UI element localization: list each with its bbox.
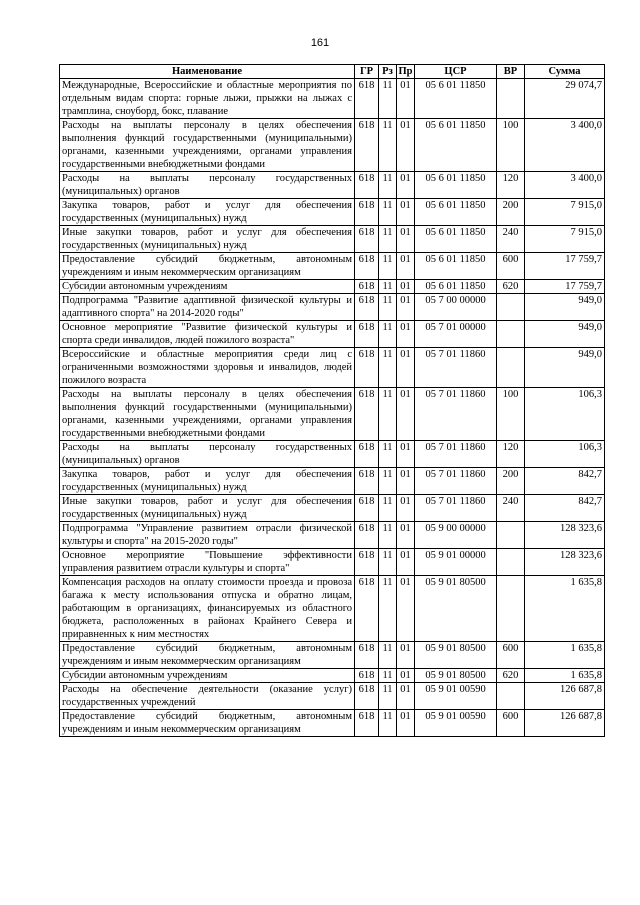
cell-name: Предоставление субсидий бюджетным, автономным учреждениям и иным некоммерческим организациям [60, 642, 355, 669]
cell-csr: 05 7 01 11860 [415, 495, 497, 522]
cell-pr: 01 [397, 549, 415, 576]
table-row [60, 495, 605, 522]
cell-sum: 1 635,8 [525, 576, 605, 642]
cell-sum: 949,0 [525, 321, 605, 348]
cell-sum: 128 323,6 [525, 522, 605, 549]
cell-csr: 05 6 01 11850 [415, 253, 497, 280]
cell-pr: 01 [397, 522, 415, 549]
cell-pr: 01 [397, 253, 415, 280]
cell-name: Закупка товаров, работ и услуг для обеспечения государственных (муниципальных) нужд [60, 199, 355, 226]
cell-name: Предоставление субсидий бюджетным, автономным учреждениям и иным некоммерческим организациям [60, 253, 355, 280]
cell-gr: 618 [355, 172, 379, 199]
cell-vr: 120 [497, 172, 525, 199]
cell-name: Основное мероприятие "Развитие физической культуры и спорта среди инвалидов, людей пожилого возраста" [60, 321, 355, 348]
cell-vr [497, 576, 525, 642]
cell-rz: 11 [379, 549, 397, 576]
table-row [60, 348, 605, 388]
cell-name: Компенсация расходов на оплату стоимости проезда и провоза багажа к месту использования отпуска и обратно лицам, работающим в организациях, финансируемых из областного бюджета, расположенных в районах Крайнего Севера и приравненных к ним местностях [60, 576, 355, 642]
table-row [60, 468, 605, 495]
cell-sum: 3 400,0 [525, 119, 605, 172]
cell-pr: 01 [397, 79, 415, 119]
header-gr: ГР [355, 65, 379, 79]
cell-sum: 3 400,0 [525, 172, 605, 199]
cell-pr: 01 [397, 495, 415, 522]
cell-sum: 949,0 [525, 294, 605, 321]
cell-name: Подпрограмма "Управление развитием отрасли физической культуры и спорта" на 2015-2020 годы" [60, 522, 355, 549]
cell-gr: 618 [355, 576, 379, 642]
cell-vr [497, 348, 525, 388]
table-row [60, 642, 605, 669]
cell-name: Расходы на обеспечение деятельности (оказание услуг) государственных учреждений [60, 683, 355, 710]
table-row [60, 226, 605, 253]
cell-csr: 05 7 01 11860 [415, 441, 497, 468]
cell-vr: 600 [497, 253, 525, 280]
cell-vr [497, 549, 525, 576]
cell-pr: 01 [397, 348, 415, 388]
cell-pr: 01 [397, 226, 415, 253]
cell-pr: 01 [397, 119, 415, 172]
cell-csr: 05 9 00 00000 [415, 522, 497, 549]
cell-sum: 1 635,8 [525, 669, 605, 683]
cell-rz: 11 [379, 348, 397, 388]
table-header-row [60, 65, 605, 79]
cell-pr: 01 [397, 388, 415, 441]
table-row [60, 669, 605, 683]
cell-sum: 106,3 [525, 441, 605, 468]
cell-name: Международные, Всероссийские и областные мероприятия по отдельным видам спорта: горные лыжи, прыжки на лыжах с трамплина, сноуборд, бокс, плавание [60, 79, 355, 119]
cell-csr: 05 9 01 00590 [415, 710, 497, 737]
cell-vr: 100 [497, 388, 525, 441]
cell-vr: 620 [497, 669, 525, 683]
table-row [60, 253, 605, 280]
cell-gr: 618 [355, 522, 379, 549]
cell-csr: 05 6 01 11850 [415, 280, 497, 294]
table-row [60, 280, 605, 294]
table-row [60, 549, 605, 576]
cell-name: Иные закупки товаров, работ и услуг для обеспечения государственных (муниципальных) нужд [60, 226, 355, 253]
cell-sum: 17 759,7 [525, 253, 605, 280]
cell-name: Расходы на выплаты персоналу в целях обеспечения выполнения функций государственными (муниципальными) органами, казенными учреждениями, органами управления государственными внебюджетными фондами [60, 388, 355, 441]
cell-rz: 11 [379, 321, 397, 348]
cell-csr: 05 9 01 00590 [415, 683, 497, 710]
cell-pr: 01 [397, 468, 415, 495]
table-row [60, 172, 605, 199]
table-row [60, 119, 605, 172]
cell-rz: 11 [379, 441, 397, 468]
cell-pr: 01 [397, 294, 415, 321]
cell-sum: 29 074,7 [525, 79, 605, 119]
cell-pr: 01 [397, 642, 415, 669]
cell-vr: 600 [497, 710, 525, 737]
cell-vr [497, 683, 525, 710]
cell-name: Расходы на выплаты персоналу государственных (муниципальных) органов [60, 172, 355, 199]
cell-rz: 11 [379, 119, 397, 172]
cell-name: Всероссийские и областные мероприятия среди лиц с ограниченными возможностями здоровья и инвалидов, людей пожилого возраста [60, 348, 355, 388]
cell-name: Основное мероприятие "Повышение эффективности управления развитием отрасли культуры и спорта" [60, 549, 355, 576]
table-row [60, 441, 605, 468]
table-body [60, 79, 605, 737]
cell-rz: 11 [379, 199, 397, 226]
header-rz: Рз [379, 65, 397, 79]
cell-pr: 01 [397, 199, 415, 226]
cell-pr: 01 [397, 441, 415, 468]
cell-sum: 126 687,8 [525, 710, 605, 737]
cell-rz: 11 [379, 172, 397, 199]
cell-csr: 05 9 01 80500 [415, 576, 497, 642]
cell-pr: 01 [397, 576, 415, 642]
header-sum: Сумма [525, 65, 605, 79]
table-row [60, 79, 605, 119]
cell-rz: 11 [379, 226, 397, 253]
cell-gr: 618 [355, 294, 379, 321]
cell-vr [497, 294, 525, 321]
table-row [60, 199, 605, 226]
cell-name: Субсидии автономным учреждениям [60, 669, 355, 683]
cell-sum: 128 323,6 [525, 549, 605, 576]
cell-csr: 05 6 01 11850 [415, 172, 497, 199]
cell-rz: 11 [379, 522, 397, 549]
cell-vr: 100 [497, 119, 525, 172]
cell-gr: 618 [355, 226, 379, 253]
cell-pr: 01 [397, 669, 415, 683]
cell-rz: 11 [379, 495, 397, 522]
cell-pr: 01 [397, 172, 415, 199]
cell-vr [497, 522, 525, 549]
cell-csr: 05 7 01 11860 [415, 388, 497, 441]
cell-vr [497, 79, 525, 119]
cell-rz: 11 [379, 669, 397, 683]
cell-gr: 618 [355, 642, 379, 669]
page-number: 161 [310, 37, 330, 49]
cell-gr: 618 [355, 683, 379, 710]
cell-rz: 11 [379, 576, 397, 642]
cell-gr: 618 [355, 495, 379, 522]
cell-csr: 05 7 01 11860 [415, 468, 497, 495]
cell-name: Субсидии автономным учреждениям [60, 280, 355, 294]
cell-csr: 05 9 01 80500 [415, 669, 497, 683]
cell-gr: 618 [355, 119, 379, 172]
cell-csr: 05 9 01 80500 [415, 642, 497, 669]
cell-csr: 05 7 00 00000 [415, 294, 497, 321]
table-row [60, 294, 605, 321]
cell-vr: 240 [497, 226, 525, 253]
cell-vr: 200 [497, 199, 525, 226]
cell-sum: 17 759,7 [525, 280, 605, 294]
cell-vr [497, 321, 525, 348]
cell-gr: 618 [355, 388, 379, 441]
cell-name: Закупка товаров, работ и услуг для обеспечения государственных (муниципальных) нужд [60, 468, 355, 495]
cell-csr: 05 6 01 11850 [415, 79, 497, 119]
cell-gr: 618 [355, 549, 379, 576]
cell-gr: 618 [355, 468, 379, 495]
table-row [60, 522, 605, 549]
cell-gr: 618 [355, 321, 379, 348]
cell-sum: 7 915,0 [525, 226, 605, 253]
table-row [60, 321, 605, 348]
cell-sum: 7 915,0 [525, 199, 605, 226]
cell-gr: 618 [355, 669, 379, 683]
table-row [60, 710, 605, 737]
cell-sum: 842,7 [525, 495, 605, 522]
cell-gr: 618 [355, 348, 379, 388]
header-csr: ЦСР [415, 65, 497, 79]
cell-sum: 126 687,8 [525, 683, 605, 710]
cell-name: Расходы на выплаты персоналу в целях обеспечения выполнения функций государственными (муниципальными) органами, казенными учреждениями, органами управления государственными внебюджетными фондами [60, 119, 355, 172]
header-name: Наименование [60, 65, 355, 79]
cell-rz: 11 [379, 294, 397, 321]
cell-rz: 11 [379, 683, 397, 710]
cell-csr: 05 7 01 00000 [415, 321, 497, 348]
cell-csr: 05 7 01 11860 [415, 348, 497, 388]
cell-gr: 618 [355, 199, 379, 226]
cell-pr: 01 [397, 280, 415, 294]
cell-gr: 618 [355, 710, 379, 737]
cell-sum: 1 635,8 [525, 642, 605, 669]
cell-rz: 11 [379, 388, 397, 441]
cell-csr: 05 6 01 11850 [415, 226, 497, 253]
cell-rz: 11 [379, 642, 397, 669]
cell-sum: 842,7 [525, 468, 605, 495]
cell-name: Предоставление субсидий бюджетным, автономным учреждениям и иным некоммерческим организациям [60, 710, 355, 737]
header-vr: ВР [497, 65, 525, 79]
cell-csr: 05 6 01 11850 [415, 199, 497, 226]
cell-vr: 120 [497, 441, 525, 468]
cell-csr: 05 6 01 11850 [415, 119, 497, 172]
cell-rz: 11 [379, 280, 397, 294]
cell-sum: 106,3 [525, 388, 605, 441]
cell-name: Иные закупки товаров, работ и услуг для обеспечения государственных (муниципальных) нужд [60, 495, 355, 522]
cell-vr: 620 [497, 280, 525, 294]
cell-pr: 01 [397, 683, 415, 710]
table-row [60, 683, 605, 710]
cell-name: Подпрограмма "Развитие адаптивной физической культуры и адаптивного спорта" на 2014-2020 годы" [60, 294, 355, 321]
cell-pr: 01 [397, 710, 415, 737]
cell-gr: 618 [355, 280, 379, 294]
cell-rz: 11 [379, 79, 397, 119]
cell-vr: 200 [497, 468, 525, 495]
cell-rz: 11 [379, 253, 397, 280]
cell-vr: 240 [497, 495, 525, 522]
cell-name: Расходы на выплаты персоналу государственных (муниципальных) органов [60, 441, 355, 468]
header-pr: Пр [398, 66, 413, 77]
cell-rz: 11 [379, 710, 397, 737]
table-row [60, 388, 605, 441]
cell-pr: 01 [397, 321, 415, 348]
cell-sum: 949,0 [525, 348, 605, 388]
cell-gr: 618 [355, 441, 379, 468]
cell-gr: 618 [355, 253, 379, 280]
budget-table [59, 64, 605, 737]
cell-csr: 05 9 01 00000 [415, 549, 497, 576]
cell-rz: 11 [379, 468, 397, 495]
cell-gr: 618 [355, 79, 379, 119]
cell-vr: 600 [497, 642, 525, 669]
table-row [60, 576, 605, 642]
